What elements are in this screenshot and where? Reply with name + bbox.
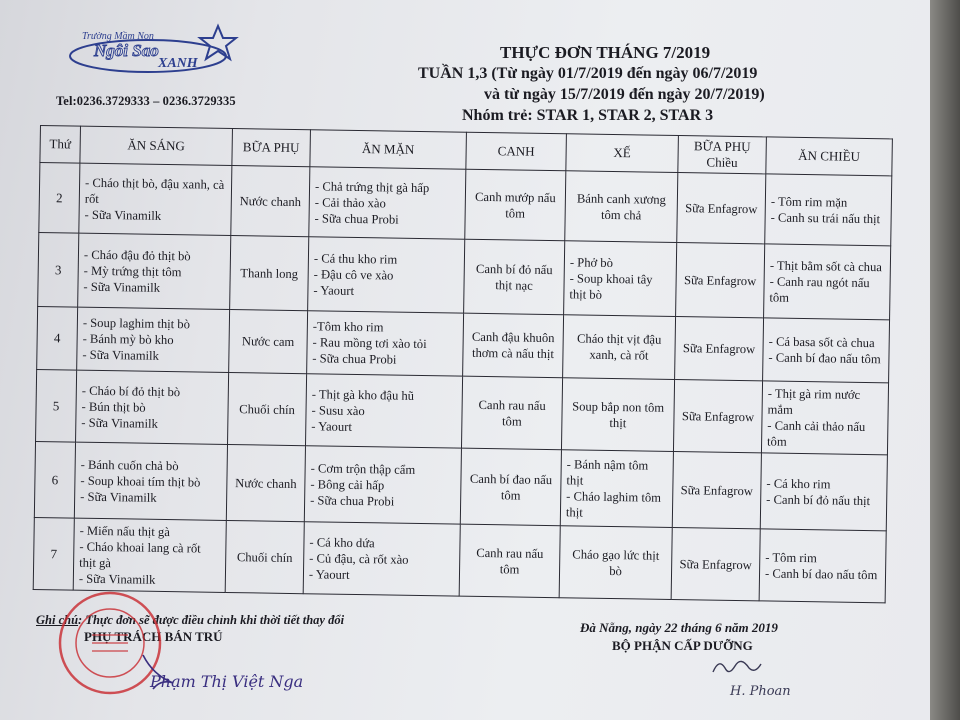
table-row — [39, 163, 892, 246]
afternoon-snack-cell — [560, 450, 673, 528]
cell-text: Sữa Enfagrow — [681, 408, 755, 424]
cell-line: - Miến nấu thịt gà — [79, 523, 170, 539]
dinner-cell — [760, 453, 887, 531]
cell-line: - Sữa Vinamilk — [82, 347, 159, 363]
snack-cell — [230, 236, 309, 311]
cell-text: Chuối chín — [236, 549, 293, 565]
cell-line: - Thịt bằm sốt cà chua — [769, 257, 883, 274]
breakfast-cell — [79, 163, 232, 235]
day-cell — [38, 232, 79, 307]
cell-line: - Canh bí đỏ nấu thịt — [766, 491, 871, 508]
cell-line: - Sữa chua Probi — [310, 492, 395, 509]
dinner-cell — [765, 174, 892, 246]
snack-cell — [226, 444, 305, 521]
cell-text: Soup bắp non tôm thịt — [572, 398, 665, 430]
cell-text: 3 — [54, 261, 62, 277]
afternoon-drink-cell — [673, 379, 762, 452]
dinner-cell — [761, 381, 888, 455]
cell-line: - Soup khoai tím thịt bò — [80, 473, 201, 490]
main-cell — [304, 446, 461, 524]
week-line: TUẦN 1,3 (Từ ngày 01/7/2019 đến ngày 06/7/2019 — [418, 65, 758, 82]
school-logo — [68, 22, 248, 80]
cell-line: - Cá kho rim — [766, 475, 831, 491]
cell-text: 4 — [53, 330, 61, 346]
cell-line: - Cá basa sốt cà chua — [768, 334, 875, 351]
cell-text: Canh rau nấu tôm — [478, 397, 546, 429]
cell-line: - Sữa Vinamilk — [84, 207, 162, 223]
cell-text: Sữa Enfagrow — [683, 272, 757, 288]
cell-line: - Cháo đậu đỏ thịt bò — [83, 247, 191, 263]
cell-line: - Soup laghim thịt bò — [82, 315, 191, 332]
snack-cell — [225, 520, 304, 593]
cell-line: - Yaourt — [308, 566, 350, 582]
menu-title-block — [400, 42, 870, 126]
place-date: Đà Nẵng, ngày 22 tháng 6 năm 2019 — [580, 620, 778, 635]
cell-line: - Tôm rim mặn — [770, 193, 848, 210]
cell-line: - Củ đậu, cà rốt xào — [309, 550, 409, 567]
cell-line: - Cháo bí đỏ thịt bò — [81, 383, 181, 399]
week-line-2: và từ ngày 15/7/2019 đến ngày 20/7/2019) — [484, 86, 765, 103]
cell-line: - Bánh mỳ bò kho — [82, 331, 174, 348]
breakfast-cell — [74, 442, 227, 520]
snack-cell — [229, 310, 308, 374]
cell-line: - Cá kho dứa — [309, 534, 375, 550]
dinner-cell — [763, 318, 890, 383]
cell-line: -Tôm kho rim — [312, 319, 384, 335]
logo-line2: Ngôi Sao — [94, 41, 159, 60]
cell-text: Canh rau nấu tôm — [476, 545, 544, 577]
main-cell — [305, 374, 462, 448]
soup-cell — [459, 524, 560, 598]
table-body — [33, 163, 892, 603]
main-cell — [303, 522, 460, 596]
snack-cell — [228, 372, 307, 445]
logo-line3: XANH — [158, 56, 198, 71]
cell-line: - Cháo thịt bò, đậu xanh, cà rốt — [84, 175, 225, 206]
cell-text: Cháo thịt vịt đậu xanh, cà rốt — [576, 331, 662, 363]
cell-text: - Phở bò - Soup khoai tây thịt bò — [569, 254, 653, 302]
dept-title: BỘ PHẬN CẤP DƯỠNG — [612, 638, 753, 653]
dinner-cell — [764, 244, 891, 320]
col-header-soup: CANH — [466, 132, 567, 171]
cell-text: Sữa Enfagrow — [679, 556, 752, 572]
menu-table — [33, 125, 893, 603]
cell-line: - Cá thu kho rim — [313, 250, 398, 267]
cell-text: Cháo gạo lức thịt bò — [572, 546, 660, 578]
boarding-title: PHỤ TRÁCH BÁN TRÚ — [84, 629, 223, 644]
cell-line: - Canh bí đao nấu tôm — [768, 350, 881, 367]
main-cell — [309, 167, 466, 239]
col-header-afternoon-snack: XẾ — [566, 134, 679, 173]
note-text: : Thực đơn sẽ được điều chỉnh khi thời tiết thay đổi — [78, 613, 345, 627]
cell-text: Sữa Enfagrow — [682, 341, 756, 357]
afternoon-drink-cell — [675, 317, 764, 381]
cell-line: - Sữa Vinamilk — [83, 279, 161, 295]
soup-cell — [461, 376, 562, 450]
table-row — [36, 369, 889, 454]
main-cell — [307, 311, 464, 376]
col-header-day: Thứ — [40, 126, 81, 164]
afternoon-snack-cell — [561, 378, 674, 452]
breakfast-cell — [78, 233, 231, 309]
cell-line: - Thịt gà kho đậu hũ — [311, 386, 415, 403]
cell-text: Bánh canh xương tôm chả — [576, 190, 667, 222]
group-line: Nhóm trẻ: STAR 1, STAR 2, STAR 3 — [462, 107, 714, 124]
cell-line: - Bánh cuốn chả bò — [80, 457, 179, 473]
dinner-cell — [759, 529, 886, 603]
cell-line: - Chả trứng thịt gà hấp — [314, 178, 430, 195]
cell-text: Canh bí đỏ nấu thịt nạc — [475, 261, 553, 293]
table-row — [38, 232, 891, 319]
day-cell — [39, 163, 80, 234]
cell-line: - Canh cải thảo nấu tôm — [767, 417, 866, 449]
col-header-dinner: ĂN CHIỀU — [766, 137, 893, 176]
day-cell — [37, 306, 78, 370]
note-label: Ghi chú — [36, 613, 79, 627]
cell-line: - Cháo khoai lang cà rốt thịt gà — [79, 539, 201, 570]
cell-text: Canh bí đao nấu tôm — [469, 471, 553, 503]
background-edge — [930, 0, 960, 720]
afternoon-drink-cell — [672, 451, 761, 528]
afternoon-drink-cell — [676, 243, 765, 318]
cell-line: - Canh rau ngót nấu tôm — [769, 273, 870, 305]
snack-cell — [231, 166, 310, 237]
cell-text: Thanh long — [240, 265, 299, 281]
cell-text: 6 — [51, 471, 59, 487]
col-header-afternoon-drink: BỮA PHỤ Chiều — [678, 136, 767, 174]
cell-line: - Yaourt — [313, 282, 355, 298]
day-cell — [36, 369, 77, 442]
soup-cell — [465, 169, 566, 241]
cell-line: - Canh bí dao nấu tôm — [764, 565, 878, 582]
menu-title: THỰC ĐƠN THÁNG 7/2019 — [500, 43, 711, 62]
school-phone: Tel:0236.3729333 – 0236.3729335 — [56, 94, 236, 108]
cell-text: Sữa Enfagrow — [685, 200, 758, 216]
cell-line: - Bún thịt bò — [81, 399, 146, 415]
cell-text: - Bánh nậm tôm thịt - Cháo laghim tôm thịt — [565, 456, 662, 520]
cell-text: Nước cam — [241, 334, 295, 350]
cell-text: Nước chanh — [235, 475, 297, 491]
cell-text: Canh mướp nấu tôm — [474, 189, 556, 221]
day-cell — [34, 441, 75, 518]
cell-line: - Susu xào — [311, 402, 365, 418]
cell-line: - Sữa Vinamilk — [81, 415, 158, 431]
col-header-snack: BỮA PHỤ — [232, 129, 311, 167]
cell-line: - Thịt gà rim nước mắm — [767, 385, 861, 417]
col-header-main: ĂN MẶN — [310, 130, 467, 169]
cell-text: Sữa Enfagrow — [680, 482, 754, 498]
breakfast-cell — [73, 518, 226, 592]
breakfast-cell — [76, 370, 229, 444]
cell-line: - Yaourt — [311, 418, 353, 434]
soup-cell — [463, 313, 564, 378]
cell-line: - Canh su trái nấu thịt — [770, 209, 881, 226]
cell-text: 5 — [52, 397, 60, 413]
boarding-signer-signature: Phạm Thị Việt Nga — [150, 672, 304, 691]
cell-text: Canh đậu khuôn thơm cà nấu thịt — [471, 329, 555, 362]
afternoon-snack-cell — [565, 171, 678, 243]
soup-cell — [464, 239, 565, 315]
dept-signer-signature: H. Phoan — [730, 684, 791, 699]
cell-line: - Cơm trộn thập cẩm — [310, 460, 416, 477]
afternoon-drink-cell — [671, 527, 760, 600]
cell-line: - Tôm rim — [765, 549, 817, 565]
cell-text: 2 — [55, 189, 63, 205]
main-cell — [308, 237, 465, 313]
cell-line: - Đậu cô ve xào — [313, 266, 394, 283]
afternoon-snack-cell — [563, 315, 676, 380]
cell-text: 7 — [50, 545, 58, 561]
soup-cell — [460, 448, 561, 526]
cell-text: Chuối chín — [239, 401, 295, 417]
afternoon-snack-cell — [559, 526, 672, 600]
cell-line: - Mỳ trứng thịt tôm — [83, 263, 182, 279]
table-row — [34, 441, 887, 530]
cell-line: - Sữa chua Probi — [312, 351, 397, 367]
day-cell — [33, 517, 74, 590]
afternoon-snack-cell — [564, 241, 677, 317]
col-header-breakfast: ĂN SÁNG — [80, 126, 233, 165]
cell-line: - Cải thảo xào — [314, 194, 386, 210]
cell-line: - Sữa Vinamilk — [78, 571, 156, 587]
cell-line: - Bông cải hấp — [310, 476, 385, 492]
cell-text: Nước chanh — [239, 193, 302, 209]
dept-signature-mark — [705, 650, 765, 684]
cell-line: - Sữa chua Probi — [314, 210, 399, 227]
breakfast-cell — [77, 307, 230, 372]
cell-line: - Rau mồng tơi xào tỏi — [312, 335, 427, 352]
afternoon-drink-cell — [677, 173, 766, 244]
cell-line: - Sữa Vinamilk — [80, 489, 157, 505]
logo-line1: Trường Mầm Non — [82, 31, 154, 42]
